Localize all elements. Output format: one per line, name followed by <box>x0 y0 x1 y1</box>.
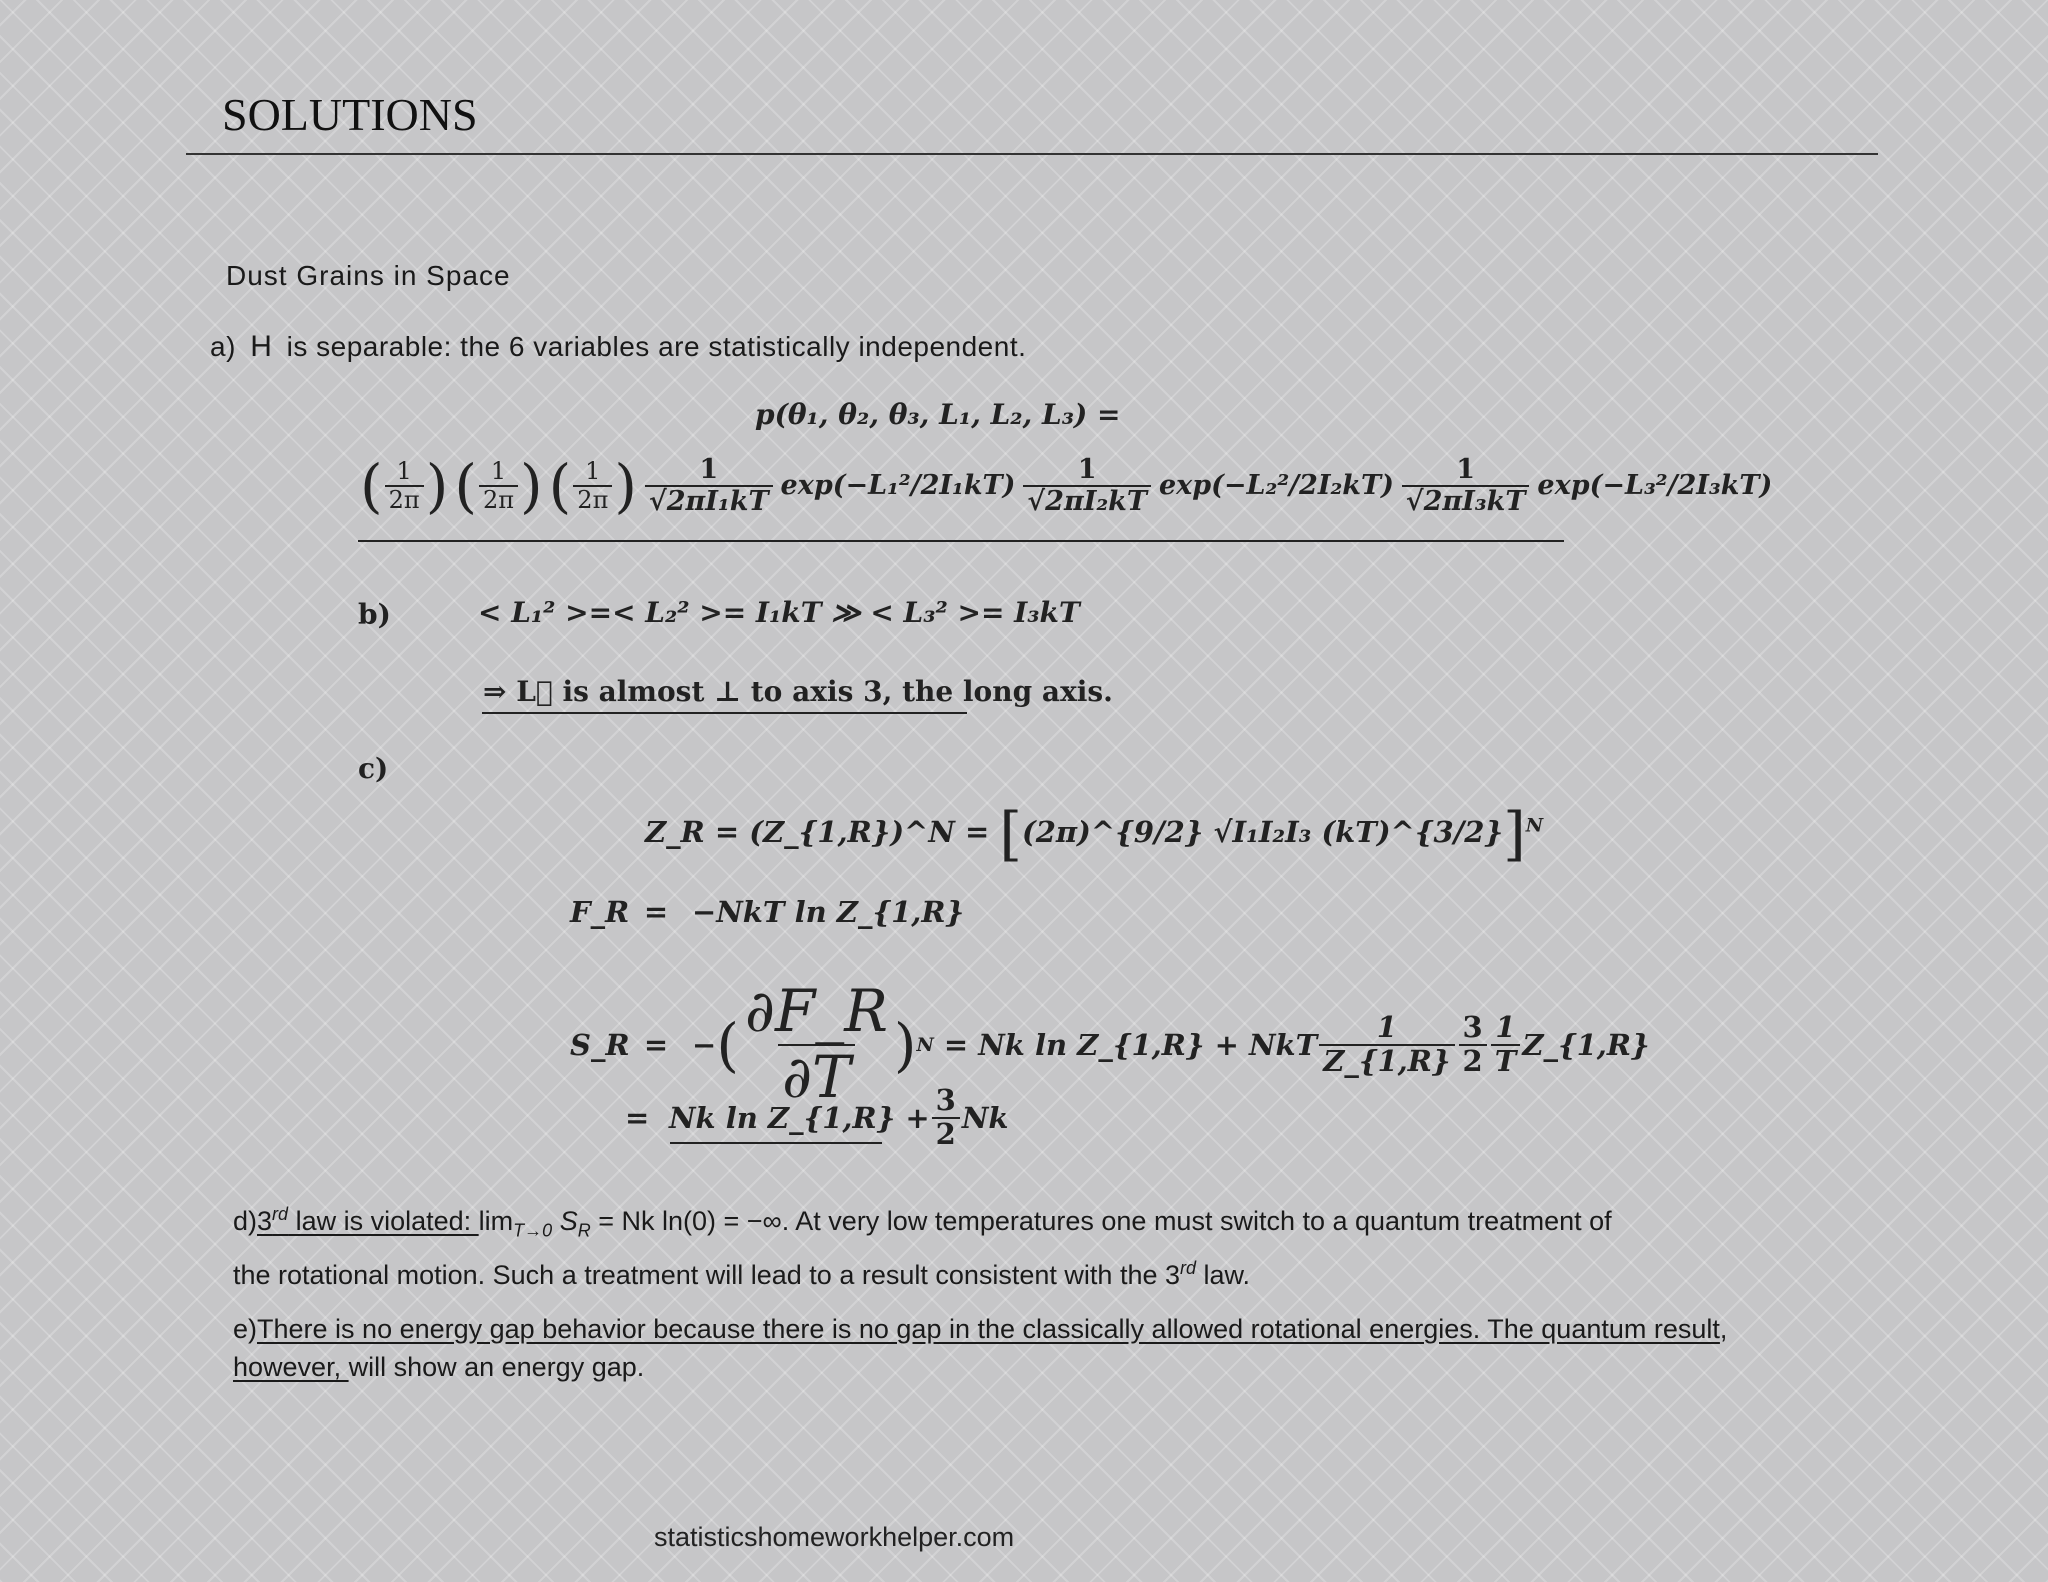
z-inner: (2π)^{9/2} √I₁I₂I₃ (kT)^{3/2} <box>1022 815 1504 849</box>
part-a-prefix: a) <box>210 331 236 362</box>
part-d-line2-end: law. <box>1196 1260 1251 1291</box>
frac-den: 2 <box>1459 1044 1487 1078</box>
part-d-middle: = Nk ln(0) = −∞. At very low temperatures one must switch to a quantum treatment of <box>590 1206 1612 1236</box>
s-rhs-tail: Z_{1,R} <box>1522 1027 1650 1062</box>
s-lhs: S_R <box>570 1027 630 1062</box>
s-frac-2 <box>1459 1009 1487 1078</box>
third-law-label <box>257 1206 479 1236</box>
bracket-open: [ <box>999 800 1022 868</box>
s2-rhs-b: Nk <box>961 1100 1009 1135</box>
part-b-label: b) <box>358 598 391 631</box>
z-exponent: N <box>1525 814 1544 837</box>
frac-num: 1 <box>490 457 507 486</box>
ordinal-num: 3 <box>257 1206 273 1236</box>
part-e-underlined: There is no energy gap behavior because there is no gap in the classically allowed rotational energies. The quantum result <box>257 1314 1720 1344</box>
violated-text: law is violated: <box>288 1206 479 1236</box>
frac-den: √2πI₂kT <box>1023 485 1151 517</box>
frac-num: 1 <box>1077 454 1097 485</box>
frac-den: 2π <box>573 485 612 513</box>
free-energy-equation <box>570 895 964 929</box>
frac-den: Z_{1,R} <box>1319 1044 1454 1078</box>
gauss-frac-2 <box>1023 455 1151 516</box>
partition-function-equation <box>645 800 1543 868</box>
paren-group-1: ( $\frac{1}{2\pi}$ ) <box>360 451 449 520</box>
ordinal-sup: rd <box>272 1204 289 1224</box>
frac-den: T <box>1491 1044 1521 1078</box>
frac-num: 1 <box>699 454 719 485</box>
hamiltonian-symbol: H <box>250 330 273 363</box>
gauss-frac-3 <box>1402 455 1530 516</box>
exp-term-1: exp(−L₁²/2I₁kT) <box>780 470 1016 502</box>
frac-num: 1 <box>1456 454 1476 485</box>
probability-lhs: p(θ₁, θ₂, θ₃, L₁, L₂, L₃) = <box>755 398 1121 431</box>
sr-symbol: S <box>559 1206 578 1236</box>
entropy-result <box>625 1085 1008 1151</box>
page-title: SOLUTIONS <box>222 89 478 140</box>
frac-num: 1 <box>396 457 412 486</box>
part-e-paragraph <box>233 1310 1833 1386</box>
partial-num: ∂F_R <box>744 977 888 1045</box>
part-a-text <box>210 330 1026 364</box>
probability-equation <box>360 451 1773 543</box>
part-c-label: c) <box>358 752 389 785</box>
s-frac-1 <box>1319 1009 1454 1078</box>
lim-subscript: T→0 <box>513 1220 553 1241</box>
section-title: Dust Grains in Space <box>226 260 511 291</box>
part-d-prefix: d) <box>233 1206 258 1236</box>
exp-term-2: exp(−L₂²/2I₂kT) <box>1158 470 1394 502</box>
frac-den: 2 <box>932 1117 960 1151</box>
sr-subscript: R <box>577 1220 591 1241</box>
s-eq: = <box>643 1027 669 1062</box>
f-lhs: F_R <box>570 895 630 929</box>
frac-den: 2π <box>479 485 518 513</box>
z-lhs: Z_R = (Z_{1,R})^N = <box>645 815 990 849</box>
partial-subscript: N <box>916 1033 934 1056</box>
frac-num: 1 <box>1495 1009 1516 1044</box>
partial-derivative-paren: ( $\frac{\partial F\_R}{\partial T}$ ) <box>716 977 917 1111</box>
part-a-body: is separable: the 6 variables are statistically independent. <box>286 331 1027 362</box>
part-e-prefix: e) <box>233 1314 258 1344</box>
part-e-underlined-2: however, <box>233 1352 349 1382</box>
entropy-result-underline <box>670 1142 882 1144</box>
frac-num: 3 <box>935 1083 956 1117</box>
frac-den: 2π <box>385 485 424 513</box>
footer-website: statisticshomeworkhelper.com <box>654 1522 1015 1552</box>
f-eq: = <box>643 895 669 929</box>
frac-den: √2πI₃kT <box>1402 485 1530 517</box>
s-frac-3 <box>1491 1009 1521 1078</box>
paren-group-2: ( $\frac{1}{2\pi}$ ) <box>454 451 543 520</box>
part-e-comma: , <box>1719 1314 1728 1344</box>
minus-sign: − <box>692 1027 717 1062</box>
s-rhs-1: = Nk ln Z_{1,R} + NkT <box>943 1027 1318 1062</box>
frac-den: √2πI₁kT <box>645 485 773 517</box>
partial-den: ∂T <box>778 1044 855 1110</box>
paren-group-3: ( $\frac{1}{2\pi}$ ) <box>548 451 637 520</box>
line2-sup: rd <box>1180 1258 1197 1279</box>
implication-underline <box>482 712 967 714</box>
s2-frac <box>932 1085 960 1151</box>
gauss-frac-1 <box>645 455 773 516</box>
frac-num: 1 <box>1376 1009 1397 1044</box>
part-d-paragraph <box>233 1195 1833 1294</box>
f-rhs: −NkT ln Z_{1,R} <box>692 895 965 929</box>
bracket-close: ] <box>1503 800 1526 868</box>
frac-num: 1 <box>585 457 601 486</box>
frac-num: 3 <box>1462 1009 1483 1044</box>
s2-rhs-a: Nk ln Z_{1,R} + <box>669 1100 930 1135</box>
part-b-equation: < L₁² >=< L₂² >= I₁kT ≫ < L₃² >= I₃kT <box>478 596 1080 629</box>
s2-eq: = <box>625 1100 650 1135</box>
part-b-implication: ⇒ L⃗ is almost ⊥ to axis 3, the long axis. <box>483 675 1113 708</box>
exp-term-3: exp(−L₃²/2I₃kT) <box>1537 470 1773 502</box>
lim-text: lim <box>478 1206 514 1236</box>
probability-underline <box>358 540 1564 542</box>
title-divider <box>186 153 1878 155</box>
part-d-line2: the rotational motion. Such a treatment will lead to a result consistent with the 3 <box>233 1260 1181 1291</box>
part-e-rest: will show an energy gap. <box>348 1352 645 1382</box>
